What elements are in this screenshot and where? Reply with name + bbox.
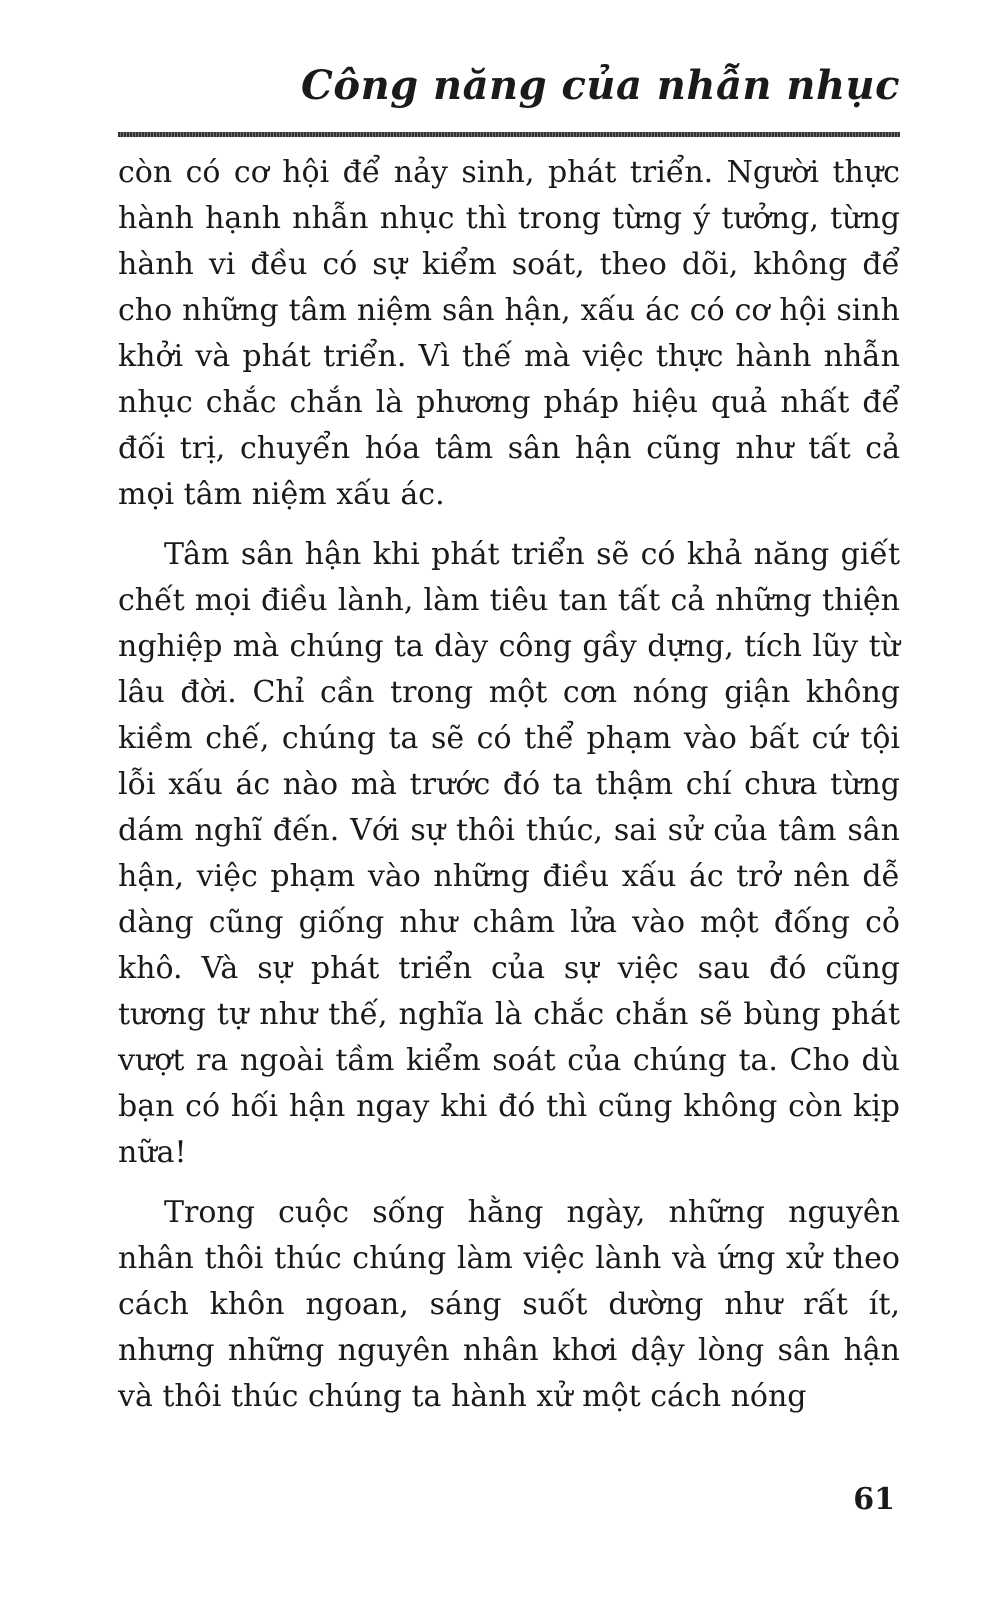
- paragraph: Tâm sân hận khi phát triển sẽ có khả năng giết chết mọi điều lành, làm tiêu tan tất cả những thiện nghiệp mà chúng ta dày công gầy dựng, tích lũy từ lâu đời. Chỉ cần trong một cơn nóng giận không kiềm chế, chúng ta sẽ có thể phạm vào bất cứ tội lỗi xấu ác nào mà trước đó ta thậm chí chưa từng dám nghĩ đến. Với sự thôi thúc, sai sử của tâm sân hận, việc phạm vào những điều xấu ác trở nên dễ dàng cũng giống như châm lửa vào một đống cỏ khô. Và sự phát triển của sự việc sau đó cũng tương tự như thế, nghĩa là chắc chắn sẽ bùng phát vượt ra ngoài tầm kiểm soát của chúng ta. Cho dù bạn có hối hận ngay khi đó thì cũng không còn kịp nữa!: [118, 537, 900, 1170]
- paragraph: Trong cuộc sống hằng ngày, những nguyên nhân thôi thúc chúng làm việc lành và ứng xử theo cách khôn ngoan, sáng suốt dường như rất ít, nhưng những nguyên nhân khơi dậy lòng sân hận và thôi thúc chúng ta hành xử một cách nóng: [118, 1195, 900, 1414]
- body-text: [118, 150, 900, 1420]
- header-divider: [118, 132, 900, 137]
- page-number: 61: [853, 1482, 895, 1517]
- paragraph-continued: còn có cơ hội để nảy sinh, phát triển. Người thực hành hạnh nhẫn nhục thì trong từng ý tưởng, từng hành vi đều có sự kiểm soát, theo dõi, không để cho những tâm niệm sân hận, xấu ác có cơ hội sinh khởi và phát triển. Vì thế mà việc thực hành nhẫn nhục chắc chắn là phương pháp hiệu quả nhất để đối trị, chuyển hóa tâm sân hận cũng như tất cả mọi tâm niệm xấu ác.: [118, 155, 900, 512]
- running-header-title: Công năng của nhẫn nhục: [301, 62, 900, 109]
